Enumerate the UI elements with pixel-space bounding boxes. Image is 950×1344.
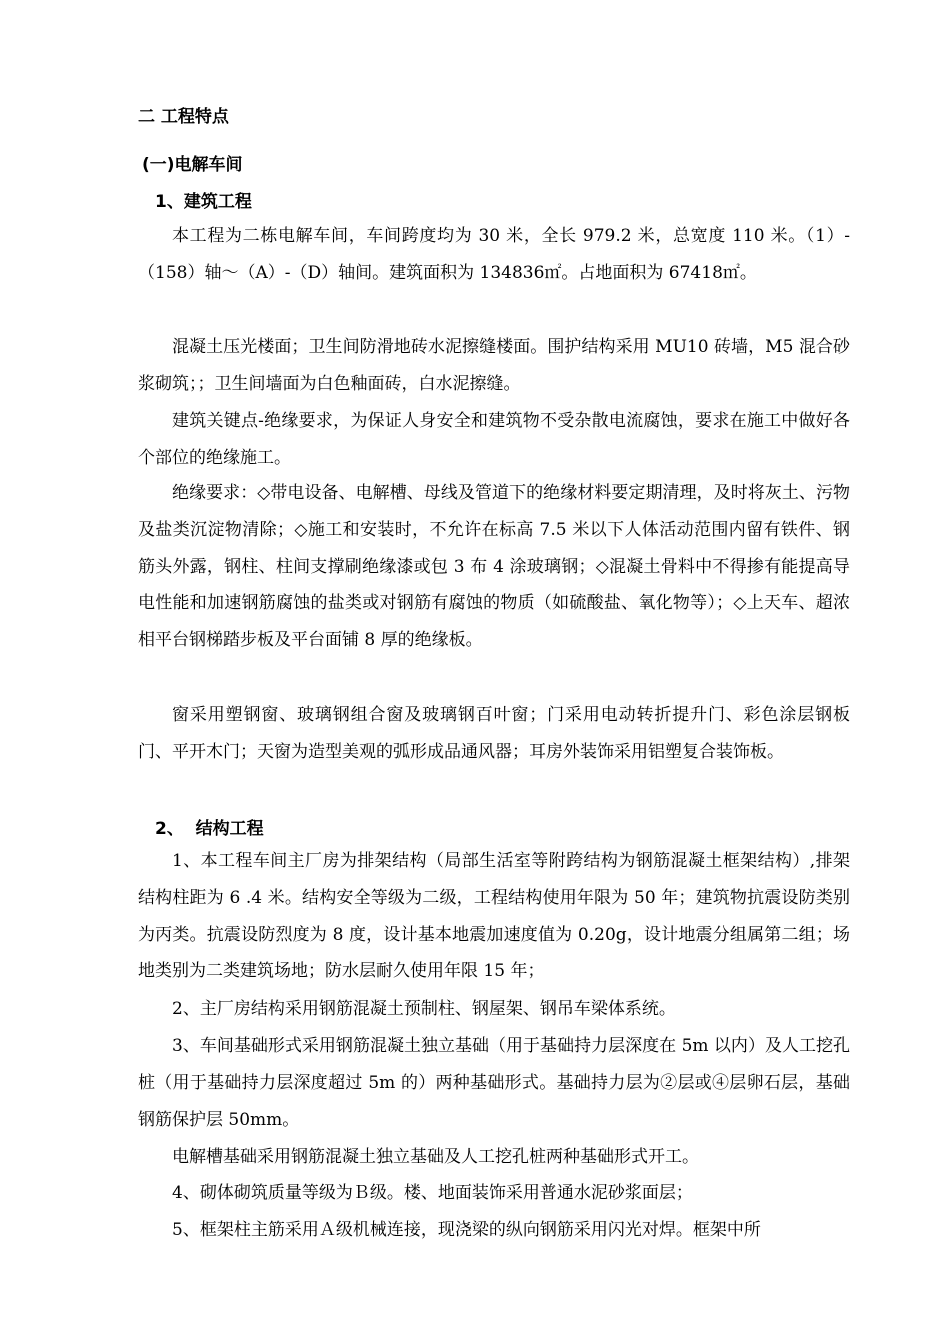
subsection-heading: (一)电解车间 <box>142 155 243 175</box>
paragraph-text: 2、主厂房结构采用钢筋混凝土预制柱、钢屋架、钢吊车梁体系统。 <box>172 999 676 1019</box>
paragraph-text: 5、框架柱主筋采用Ａ级机械连接，现浇梁的纵向钢筋采用闪光对焊。框架中所 <box>172 1220 761 1240</box>
paragraph-text: 本工程为二栋电解车间，车间跨度均为 30 米，全长 979.2 米，总宽度 110 米。（1）-（158）轴～（A）-（D）轴间。建筑面积为 134836㎡。占地面积为 67418㎡。 <box>138 226 850 283</box>
paragraph-electrolytic-cell-foundation <box>138 1139 850 1176</box>
paragraph-text: 电解槽基础采用钢筋混凝土独立基础及人工挖孔桩两种基础形式开工。 <box>172 1147 699 1167</box>
paragraph-overview <box>138 218 850 292</box>
paragraph-structure-1 <box>138 843 850 990</box>
paragraph-text: 窗采用塑钢窗、玻璃钢组合窗及玻璃钢百叶窗；门采用电动转折提升门、彩色涂层钢板门、平开木门；天窗为造型美观的弧形成品通风器；耳房外装饰采用铝塑复合装饰板。 <box>138 705 850 762</box>
paragraph-text: 4、砌体砌筑质量等级为Ｂ级。楼、地面装饰采用普通水泥砂浆面层； <box>172 1183 693 1203</box>
paragraph-insulation-requirements <box>138 475 850 659</box>
paragraph-structure-2 <box>138 991 850 1028</box>
paragraph-text: 1、本工程车间主厂房为排架结构（局部生活室等附跨结构为钢筋混凝土框架结构）,排架结构柱距为 6 .4 米。结构安全等级为二级，工程结构使用年限为 50 年；建筑物抗震设防类别为丙类。抗震设防烈度为 8 度，设计基本地震加速度值为 0.20g，设计地震分组属第二组；场地类别为二类建筑场地；防水层耐久使用年限 15 年； <box>138 851 850 982</box>
paragraph-text: 绝缘要求：◇带电设备、电解槽、母线及管道下的绝缘材料要定期清理，及时将灰土、污物及盐类沉淀物清除；◇施工和安装时，不允许在标高 7.5 米以下人体活动范围内留有铁件、钢筋头外露，钢柱、柱间支撑刷绝缘漆或包 3 布 4 涂玻璃钢；◇混凝土骨料中不得掺有能提高导电性能和加速钢筋腐蚀的盐类或对钢筋有腐蚀的物质（如硫酸盐、氧化物等）；◇上天车、超浓相平台钢梯踏步板及平台面铺 8 厚的绝缘板。 <box>138 483 850 651</box>
section-heading: 二 工程特点 <box>138 107 229 127</box>
paragraph-insulation-key <box>138 403 850 477</box>
paragraph-text: 混凝土压光楼面；卫生间防滑地砖水泥擦缝楼面。围护结构采用 MU10 砖墙，M5 混合砂浆砌筑；；卫生间墙面为白色釉面砖，白水泥擦缝。 <box>138 337 850 394</box>
paragraph-floors-walls <box>138 329 850 403</box>
paragraph-text: 3、车间基础形式采用钢筋混凝土独立基础（用于基础持力层深度在 5m 以内）及人工挖孔桩（用于基础持力层深度超过 5m 的）两种基础形式。基础持力层为②层或④层卵石层，基础钢筋保护层 50mm。 <box>138 1036 850 1130</box>
item-heading-architecture: 1、建筑工程 <box>155 192 252 212</box>
paragraph-structure-4 <box>138 1175 850 1212</box>
paragraph-structure-3 <box>138 1028 850 1138</box>
paragraph-windows-doors <box>138 697 850 771</box>
paragraph-text: 建筑关键点-绝缘要求，为保证人身安全和建筑物不受杂散电流腐蚀，要求在施工中做好各个部位的绝缘施工。 <box>138 411 850 468</box>
paragraph-structure-5 <box>138 1212 850 1249</box>
item-heading-structure: 2、 结构工程 <box>155 819 264 839</box>
